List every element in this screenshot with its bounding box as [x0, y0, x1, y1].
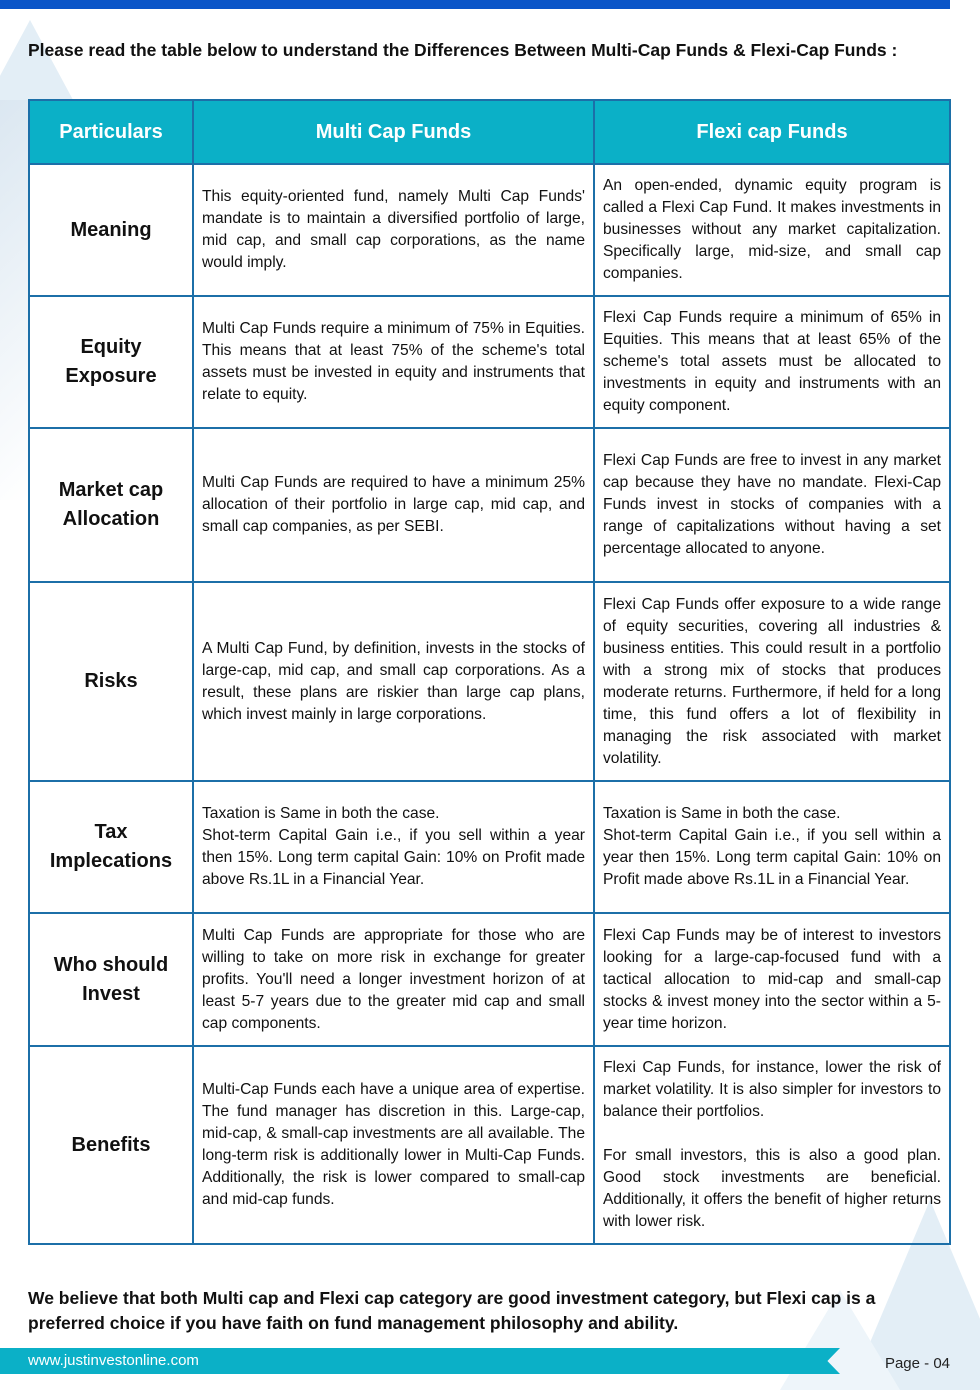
flexi-cap-cell: Flexi Cap Funds offer exposure to a wide range of equity securities, covering all industries & business entities. This could result in a portfolio with a strong mix of stocks that produces moderate returns. Furthermore, if held for a long time, this fund offers a lot of flexibility in managing the risk associated with market volatility.: [594, 582, 950, 781]
row-label: Risks: [29, 582, 193, 781]
page-number: Page - 04: [884, 1355, 950, 1372]
intro-text: Please read the table below to understand the Differences Between Multi-Cap Funds & Flexi-Cap Funds :: [28, 40, 898, 60]
decorative-shape: [0, 100, 28, 500]
multi-cap-cell: Multi Cap Funds require a minimum of 75% in Equities. This means that at least 75% of the scheme's total assets must be invested in equity and instruments that relate to equity.: [193, 296, 594, 428]
flexi-cap-cell: Flexi Cap Funds are free to invest in any market cap because they have no mandate. Flexi-Cap Funds invest in stocks of companies with a range of capitalizations without having a set percentage allocated to anyone.: [594, 428, 950, 582]
comparison-table: [28, 99, 951, 1245]
header-multi-cap: Multi Cap Funds: [193, 100, 594, 164]
header-particulars: Particulars: [29, 100, 193, 164]
table-row: [29, 913, 950, 1046]
flexi-cap-cell: An open-ended, dynamic equity program is called a Flexi Cap Fund. It makes investments in businesses without any market capitalization. Specifically large, mid-size, and small cap companies.: [594, 164, 950, 296]
flexi-cap-cell: [594, 781, 950, 913]
row-label: Market cap Allocation: [29, 428, 193, 582]
row-label: Tax Implecations: [29, 781, 193, 913]
tax-note: Taxation is Same in both the case.: [603, 805, 841, 822]
flexi-cap-cell: Flexi Cap Funds may be of interest to investors looking for a large-cap-focused fund with a tactical allocation to mid-cap and small-cap stocks & invest money into the sector within a 5-year time horizon.: [594, 913, 950, 1046]
benefits-paragraph: Flexi Cap Funds, for instance, lower the risk of market volatility. It is also simpler for investors to balance their portfolios.: [603, 1059, 941, 1120]
multi-cap-cell: Multi Cap Funds are appropriate for those who are willing to take on more risk in exchange for greater profits. You'll need a longer investment horizon of at least 5-7 years due to the greater mid cap and small cap components.: [193, 913, 594, 1046]
table-row: [29, 781, 950, 913]
header-flexi-cap: Flexi cap Funds: [594, 100, 950, 164]
conclusion-text: We believe that both Multi cap and Flexi cap category are good investment category, but Flexi cap is a preferred choice if you have faith on fund management philosophy and ability.: [28, 1288, 876, 1333]
table-row: [29, 296, 950, 428]
multi-cap-cell: This equity-oriented fund, namely Multi Cap Funds' mandate is to maintain a diversified portfolio of large, mid cap, and small cap corporations, as the name would imply.: [193, 164, 594, 296]
table-row: [29, 582, 950, 781]
multi-cap-cell: A Multi Cap Fund, by definition, invests in the stocks of large-cap, mid cap, and small cap corporations. As a result, these plans are riskier than large cap plans, which invest mainly in large corporations.: [193, 582, 594, 781]
row-label: Equity Exposure: [29, 296, 193, 428]
table-row: [29, 1046, 950, 1244]
multi-cap-cell: [193, 781, 594, 913]
tax-note: Taxation is Same in both the case.: [202, 805, 440, 822]
table-row: [29, 428, 950, 582]
website-link[interactable]: www.justinvestonline.com: [28, 1352, 199, 1369]
benefits-paragraph: For small investors, this is also a good plan. Good stock investments are beneficial. Additionally, it offers the benefit of higher returns with lower risk.: [603, 1147, 941, 1230]
row-label: Who should Invest: [29, 913, 193, 1046]
row-label: Meaning: [29, 164, 193, 296]
tax-detail: Shot-term Capital Gain i.e., if you sell within a year then 15%. Long term capital Gain: 10% on Profit made above Rs.1L in a Financial Year.: [202, 827, 585, 888]
multi-cap-cell: Multi Cap Funds are required to have a minimum 25% allocation of their portfolio in large cap, mid cap, and small cap companies, as per SEBI.: [193, 428, 594, 582]
row-label: Benefits: [29, 1046, 193, 1244]
top-bar: [0, 0, 950, 9]
table-row: [29, 164, 950, 296]
flexi-cap-cell: Flexi Cap Funds require a minimum of 65% in Equities. This means that at least 65% of the scheme's total assets must be allocated to investments in equity and instruments with an equity component.: [594, 296, 950, 428]
flexi-cap-cell: [594, 1046, 950, 1244]
multi-cap-cell: Multi-Cap Funds each have a unique area of expertise. The fund manager has discretion in this. Large-cap, mid-cap, & small-cap investments are all available. The long-term risk is additionally lower in Multi-Cap Funds. Additionally, the risk is lower compared to small-cap and mid-cap funds.: [193, 1046, 594, 1244]
tax-detail: Shot-term Capital Gain i.e., if you sell within a year then 15%. Long term capital Gain: 10% on Profit made above Rs.1L in a Financial Year.: [603, 827, 941, 888]
table-header: [29, 100, 950, 164]
